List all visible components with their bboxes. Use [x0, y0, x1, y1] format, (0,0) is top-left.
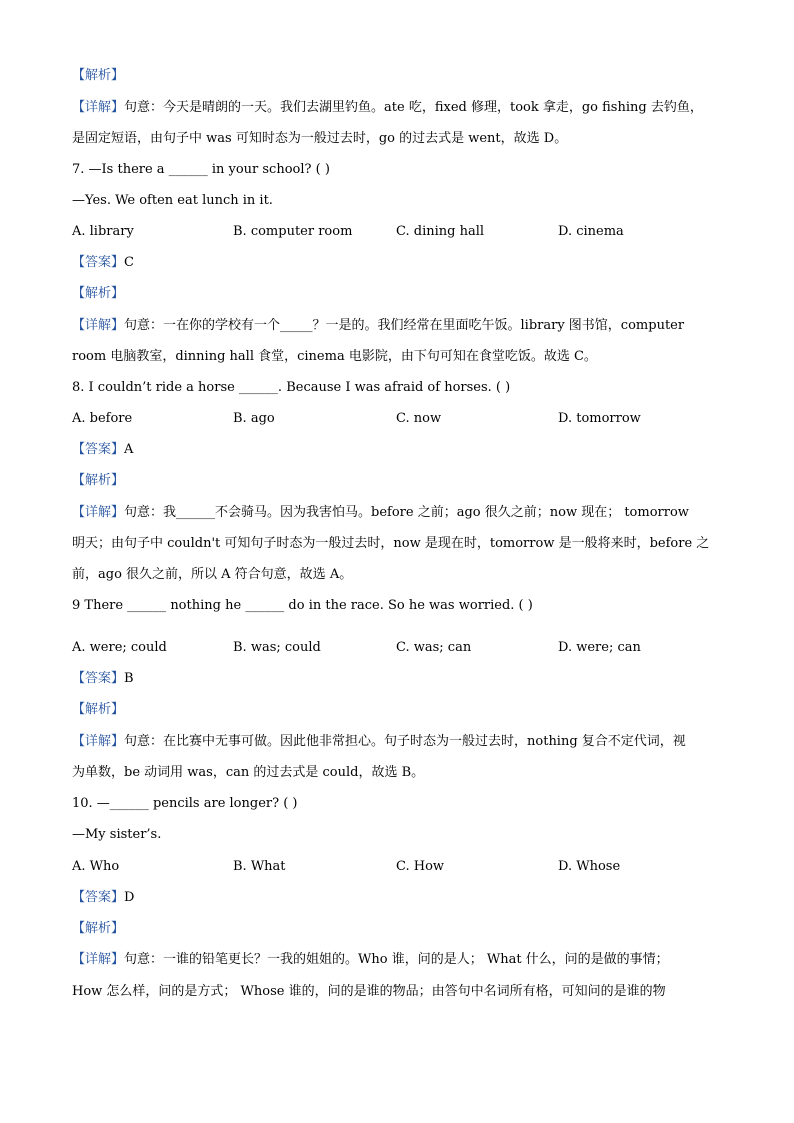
q7-option-a: A. library	[72, 224, 134, 239]
q7-option-b: B. computer room	[233, 224, 353, 239]
q9-answer: 【答案】B	[72, 671, 134, 686]
q9-option-b: B. was; could	[233, 640, 321, 655]
q10-reply: —My sister’s.	[72, 827, 162, 842]
q10-analysis-label: 【解析】	[72, 921, 125, 936]
q8-option-a: A. before	[72, 411, 133, 426]
q8-detail: 【详解】句意：我______不会骑马。因为我害怕马。before 之前；ago 很久之前；now 现在； tomorrow	[72, 505, 689, 520]
q10-detail-cont: How 怎么样，问的是方式； Whose 谁的，问的是谁的物品；由答句中名词所有格，可知问的是谁的物	[72, 984, 666, 999]
q10-detail: 【详解】句意：一谁的铅笔更长？一我的姐姐的。Who 谁，问的是人； What 什么，问的是做的事情；	[72, 952, 669, 967]
q10-option-b: B. What	[233, 859, 286, 874]
q8-detail-cont: 明天；由句子中 couldn't 可知句子时态为一般过去时，now 是现在时，tomorrow 是一般将来时，before 之	[72, 536, 710, 551]
q8-analysis-label: 【解析】	[72, 473, 125, 488]
q10-answer: 【答案】D	[72, 890, 135, 905]
q10-option-a: A. Who	[72, 859, 120, 874]
q8-option-c: C. now	[396, 411, 442, 426]
q8-option-b: B. ago	[233, 411, 275, 426]
q7-detail-cont: room 电脑教室，dinning hall 食堂，cinema 电影院，由下句可知在食堂吃饭。故选 C。	[72, 349, 597, 364]
q6-detail: 【详解】句意：今天是晴朗的一天。我们去湖里钓鱼。ate 吃，fixed 修理，took 拿走，go fishing 去钓鱼，	[72, 100, 703, 115]
q10-stem: 10. —______ pencils are longer? ( )	[72, 796, 298, 811]
analysis-label: 【解析】	[72, 68, 125, 83]
q8-answer: 【答案】A	[72, 442, 134, 457]
q7-answer: 【答案】C	[72, 255, 134, 270]
q8-detail-cont2: 前，ago 很久之前，所以 A 符合句意，故选 A。	[72, 567, 353, 582]
q7-stem: 7. —Is there a ______ in your school? ( )	[72, 162, 330, 177]
q7-detail: 【详解】句意：一在你的学校有一个_____？一是的。我们经常在里面吃午饭。library 图书馆，computer	[72, 318, 685, 333]
q10-option-d: D. Whose	[558, 859, 621, 874]
q9-option-a: A. were; could	[72, 640, 167, 655]
q9-option-d: D. were; can	[558, 640, 641, 655]
q7-option-d: D. cinema	[558, 224, 624, 239]
q9-detail-cont: 为单数，be 动词用 was，can 的过去式是 could，故选 B。	[72, 765, 425, 780]
q10-option-c: C. How	[396, 859, 445, 874]
q7-analysis-label: 【解析】	[72, 286, 125, 301]
q7-option-c: C. dining hall	[396, 224, 485, 239]
q9-detail: 【详解】句意：在比赛中无事可做。因此他非常担心。句子时态为一般过去时，nothing 复合不定代词，视	[72, 734, 686, 749]
q6-detail-cont: 是固定短语，由句子中 was 可知时态为一般过去时，go 的过去式是 went，故选 D。	[72, 131, 568, 146]
q8-option-d: D. tomorrow	[558, 411, 641, 426]
q8-stem: 8. I couldn’t ride a horse ______. Because I was afraid of horses. ( )	[72, 380, 511, 395]
q9-stem: 9 There ______ nothing he ______ do in the race. So he was worried. ( )	[72, 598, 533, 613]
q9-option-c: C. was; can	[396, 640, 472, 655]
q7-reply: —Yes. We often eat lunch in it.	[72, 193, 273, 208]
q9-analysis-label: 【解析】	[72, 702, 125, 717]
